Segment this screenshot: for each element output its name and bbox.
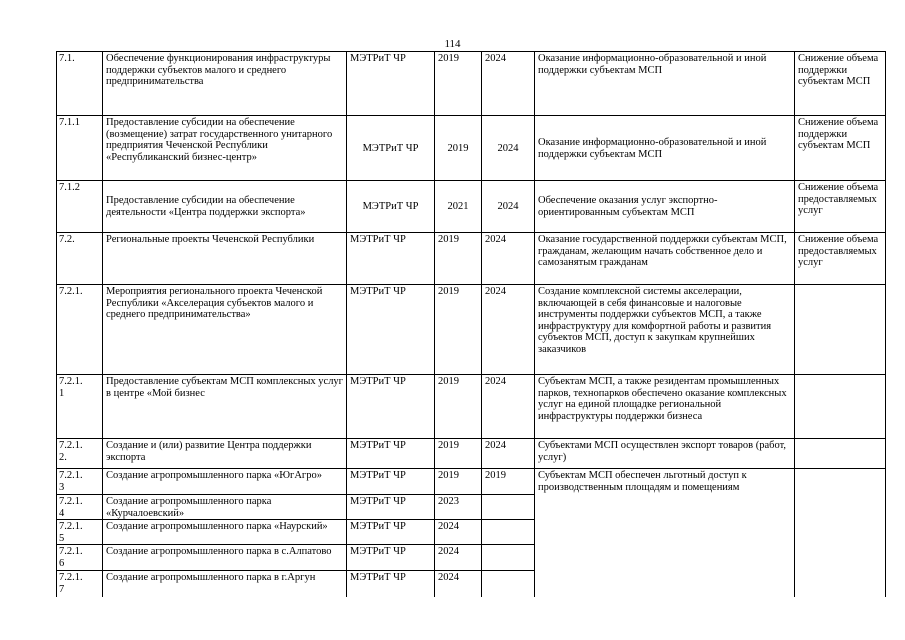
activity-name: Создание агропромышленного парка «Наурский» xyxy=(103,520,347,545)
indicator xyxy=(795,375,886,439)
activity-name: Создание агропромышленного парка в г.Аргун xyxy=(103,571,347,597)
expected-result: Оказание информационно-образовательной и иной поддержки субъектам МСП xyxy=(535,52,795,116)
table-row xyxy=(57,285,886,375)
executor: МЭТРиТ ЧР xyxy=(347,469,435,495)
expected-result: Субъектами МСП осуществлен экспорт товаров (работ, услуг) xyxy=(535,439,795,469)
row-number: 7.2.1. 2. xyxy=(57,439,103,469)
executor: МЭТРиТ ЧР xyxy=(347,285,435,375)
start-year: 2019 xyxy=(435,285,482,375)
end-year: 2024 xyxy=(482,285,535,375)
row-number: 7.1. xyxy=(57,52,103,116)
start-year: 2024 xyxy=(435,571,482,597)
expected-result: Субъектам МСП обеспечен льготный доступ к производственным площадям и помещениям xyxy=(535,469,795,597)
end-year xyxy=(482,571,535,597)
executor: МЭТРиТ ЧР xyxy=(347,495,435,520)
end-year: 2024 xyxy=(482,233,535,285)
end-year: 2024 xyxy=(482,181,535,233)
executor: МЭТРиТ ЧР xyxy=(347,116,435,181)
row-number: 7.2.1. 4 xyxy=(57,495,103,520)
row-number: 7.2.1. 5 xyxy=(57,520,103,545)
end-year: 2024 xyxy=(482,439,535,469)
expected-result: Оказание информационно-образовательной и иной поддержки субъектам МСП xyxy=(535,116,795,181)
executor: МЭТРиТ ЧР xyxy=(347,375,435,439)
end-year: 2024 xyxy=(482,116,535,181)
start-year: 2024 xyxy=(435,545,482,571)
indicator: Снижение объема предоставляемых услуг xyxy=(795,233,886,285)
row-number: 7.2.1. 6 xyxy=(57,545,103,571)
table-row xyxy=(57,233,886,285)
indicator: Снижение объема поддержки субъектам МСП xyxy=(795,116,886,181)
end-year xyxy=(482,545,535,571)
row-number: 7.2.1. 1 xyxy=(57,375,103,439)
table-row xyxy=(57,116,886,181)
expected-result: Субъектам МСП, а также резидентам промышленных парков, технопарков обеспечено оказание комплексных услуг на единой площадке региональной инфраструктуры поддержки бизнеса xyxy=(535,375,795,439)
table-row xyxy=(57,181,886,233)
expected-result: Обеспечение оказания услуг экспортно-ориентированным субъектам МСП xyxy=(535,181,795,233)
indicator xyxy=(795,469,886,597)
table-row xyxy=(57,439,886,469)
table-row xyxy=(57,52,886,116)
row-number: 7.2.1. 7 xyxy=(57,571,103,597)
start-year: 2021 xyxy=(435,181,482,233)
activities-table xyxy=(56,51,886,597)
start-year: 2019 xyxy=(435,52,482,116)
activity-name: Предоставление субсидии на обеспечение деятельности «Центра поддержки экспорта» xyxy=(103,181,347,233)
activity-name: Мероприятия регионального проекта Чеченской Республики «Акселерация субъектов малого и среднего предпринимательства» xyxy=(103,285,347,375)
end-year: 2019 xyxy=(482,469,535,495)
expected-result: Оказание государственной поддержки субъектам МСП, гражданам, желающим начать собственное дело и самозанятым гражданам xyxy=(535,233,795,285)
executor: МЭТРиТ ЧР xyxy=(347,520,435,545)
indicator: Снижение объема поддержки субъектам МСП xyxy=(795,52,886,116)
start-year: 2019 xyxy=(435,469,482,495)
executor: МЭТРиТ ЧР xyxy=(347,571,435,597)
activity-name: Создание агропромышленного парка в с.Алпатово xyxy=(103,545,347,571)
page-number: 114 xyxy=(444,38,461,50)
executor: МЭТРиТ ЧР xyxy=(347,233,435,285)
start-year: 2023 xyxy=(435,495,482,520)
indicator xyxy=(795,285,886,375)
indicator xyxy=(795,439,886,469)
executor: МЭТРиТ ЧР xyxy=(347,52,435,116)
activity-name: Создание и (или) развитие Центра поддержки экспорта xyxy=(103,439,347,469)
end-year: 2024 xyxy=(482,52,535,116)
indicator: Снижение объема предоставляемых услуг xyxy=(795,181,886,233)
row-number: 7.2. xyxy=(57,233,103,285)
row-number: 7.2.1. 3 xyxy=(57,469,103,495)
row-number: 7.1.1 xyxy=(57,116,103,181)
end-year xyxy=(482,495,535,520)
activity-name: Создание агропромышленного парка «Курчалоевский» xyxy=(103,495,347,520)
activity-name: Обеспечение функционирования инфраструктуры поддержки субъектов малого и среднего предпринимательства xyxy=(103,52,347,116)
table-row xyxy=(57,469,886,495)
row-number: 7.1.2 xyxy=(57,181,103,233)
end-year: 2024 xyxy=(482,375,535,439)
table-row xyxy=(57,375,886,439)
activity-name: Предоставление субъектам МСП комплексных услуг в центре «Мой бизнес xyxy=(103,375,347,439)
start-year: 2024 xyxy=(435,520,482,545)
expected-result: Создание комплексной системы акселерации, включающей в себя финансовые и налоговые инструменты поддержки субъектов МСП, а также инфраструктуру для комфортной работы и развития субъектов МСП, доступ к закупкам крупнейших заказчиков xyxy=(535,285,795,375)
executor: МЭТРиТ ЧР xyxy=(347,545,435,571)
start-year: 2019 xyxy=(435,116,482,181)
activity-name: Предоставление субсидии на обеспечение (возмещение) затрат государственного унитарного предприятия Чеченской Республики «Республиканский бизнес-центр» xyxy=(103,116,347,181)
start-year: 2019 xyxy=(435,439,482,469)
executor: МЭТРиТ ЧР xyxy=(347,181,435,233)
end-year xyxy=(482,520,535,545)
activity-name: Региональные проекты Чеченской Республики xyxy=(103,233,347,285)
executor: МЭТРиТ ЧР xyxy=(347,439,435,469)
start-year: 2019 xyxy=(435,375,482,439)
activity-name: Создание агропромышленного парка «ЮгАгро» xyxy=(103,469,347,495)
row-number: 7.2.1. xyxy=(57,285,103,375)
start-year: 2019 xyxy=(435,233,482,285)
